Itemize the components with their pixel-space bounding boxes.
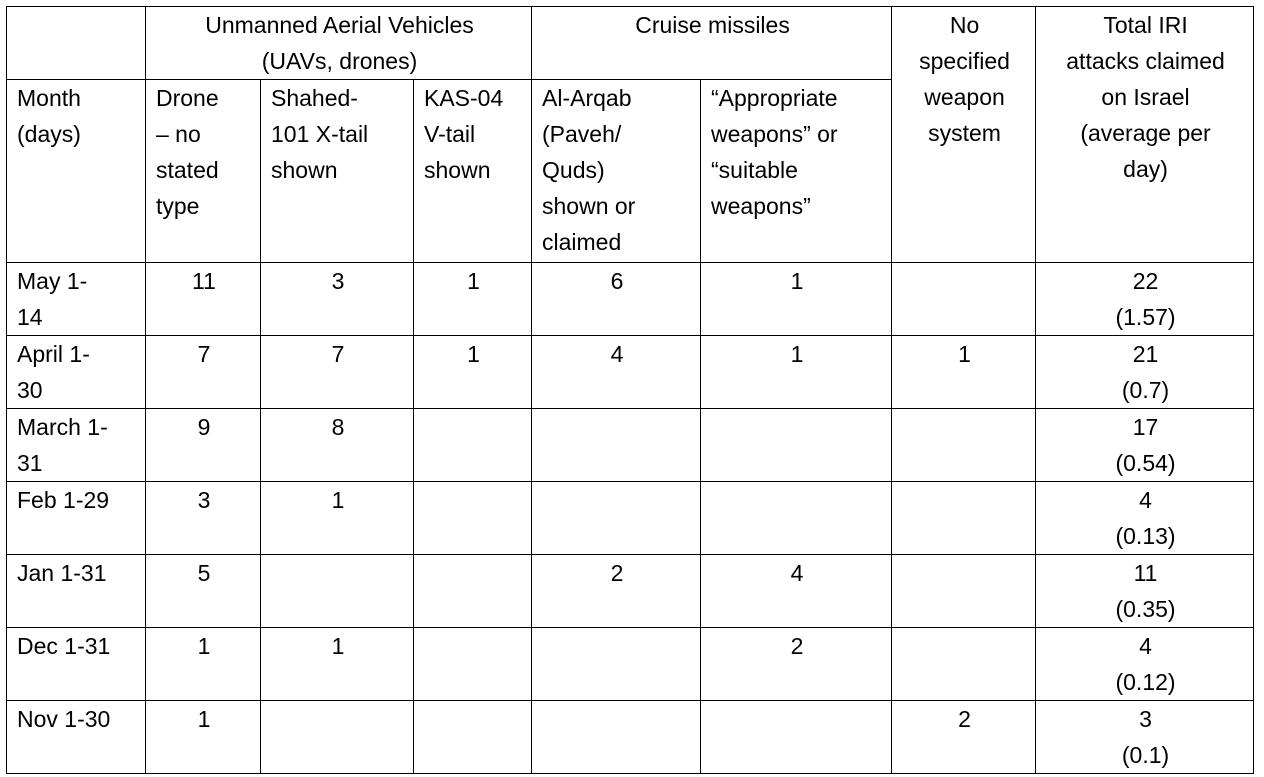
appropriate-cell <box>701 482 892 555</box>
no-spec-cell <box>892 628 1036 701</box>
total-cell: 4 (0.13) <box>1036 482 1254 555</box>
appropriate-cell <box>701 409 892 482</box>
drone-cell: 5 <box>146 555 261 628</box>
shahed-cell: 1 <box>261 628 414 701</box>
table-row <box>7 628 1254 701</box>
appropriate-cell: 2 <box>701 628 892 701</box>
total-cell: 17 (0.54) <box>1036 409 1254 482</box>
arqab-cell <box>532 628 701 701</box>
drone-cell: 1 <box>146 628 261 701</box>
month-cell: Dec 1-31 <box>7 628 146 701</box>
no-spec-cell <box>892 409 1036 482</box>
kas-cell: 1 <box>414 336 532 409</box>
shahed-cell: 7 <box>261 336 414 409</box>
month-cell: Feb 1-29 <box>7 482 146 555</box>
total-header: Total IRI attacks claimed on Israel (average per day) <box>1036 7 1254 263</box>
kas-cell <box>414 555 532 628</box>
no-spec-cell <box>892 482 1036 555</box>
appropriate-cell: 1 <box>701 263 892 336</box>
total-cell: 21 (0.7) <box>1036 336 1254 409</box>
drone-cell: 1 <box>146 701 261 774</box>
table-row <box>7 336 1254 409</box>
iri-attacks-table <box>6 6 1254 774</box>
month-header: Month (days) <box>7 80 146 263</box>
month-cell: Jan 1-31 <box>7 555 146 628</box>
shahed-cell: 3 <box>261 263 414 336</box>
table-row <box>7 482 1254 555</box>
table-row <box>7 263 1254 336</box>
total-cell: 4 (0.12) <box>1036 628 1254 701</box>
no-spec-cell: 2 <box>892 701 1036 774</box>
arqab-cell <box>532 482 701 555</box>
shahed-cell <box>261 701 414 774</box>
kas-cell <box>414 701 532 774</box>
month-cell: May 1- 14 <box>7 263 146 336</box>
arqab-cell <box>532 409 701 482</box>
arqab-cell: 2 <box>532 555 701 628</box>
arqab-cell: 4 <box>532 336 701 409</box>
table-row <box>7 701 1254 774</box>
appropriate-cell <box>701 701 892 774</box>
uav-group-header: Unmanned Aerial Vehicles (UAVs, drones) <box>146 7 532 80</box>
table-row <box>7 409 1254 482</box>
kas-cell <box>414 409 532 482</box>
shahed-cell <box>261 555 414 628</box>
month-cell: Nov 1-30 <box>7 701 146 774</box>
appropriate-weapons-header: “Appropriate weapons” or “suitable weapons” <box>701 80 892 263</box>
no-spec-cell <box>892 555 1036 628</box>
kas-cell: 1 <box>414 263 532 336</box>
al-arqab-header: Al-Arqab (Paveh/ Quds) shown or claimed <box>532 80 701 263</box>
shahed-cell: 1 <box>261 482 414 555</box>
drone-cell: 9 <box>146 409 261 482</box>
arqab-cell <box>532 701 701 774</box>
drone-cell: 3 <box>146 482 261 555</box>
shahed-cell: 8 <box>261 409 414 482</box>
total-cell: 22 (1.57) <box>1036 263 1254 336</box>
drone-cell: 11 <box>146 263 261 336</box>
drone-cell: 7 <box>146 336 261 409</box>
total-cell: 11 (0.35) <box>1036 555 1254 628</box>
shahed-header: Shahed- 101 X-tail shown <box>261 80 414 263</box>
no-spec-cell <box>892 263 1036 336</box>
total-cell: 3 (0.1) <box>1036 701 1254 774</box>
arqab-cell: 6 <box>532 263 701 336</box>
no-spec-cell: 1 <box>892 336 1036 409</box>
corner-empty-cell <box>7 7 146 80</box>
drone-no-type-header: Drone – no stated type <box>146 80 261 263</box>
table-row <box>7 555 1254 628</box>
kas04-header: KAS-04 V-tail shown <box>414 80 532 263</box>
appropriate-cell: 4 <box>701 555 892 628</box>
kas-cell <box>414 482 532 555</box>
no-weapon-header: No specified weapon system <box>892 7 1036 263</box>
kas-cell <box>414 628 532 701</box>
appropriate-cell: 1 <box>701 336 892 409</box>
month-cell: April 1- 30 <box>7 336 146 409</box>
month-cell: March 1- 31 <box>7 409 146 482</box>
cruise-group-header: Cruise missiles <box>532 7 892 80</box>
group-header-row <box>7 7 1254 80</box>
